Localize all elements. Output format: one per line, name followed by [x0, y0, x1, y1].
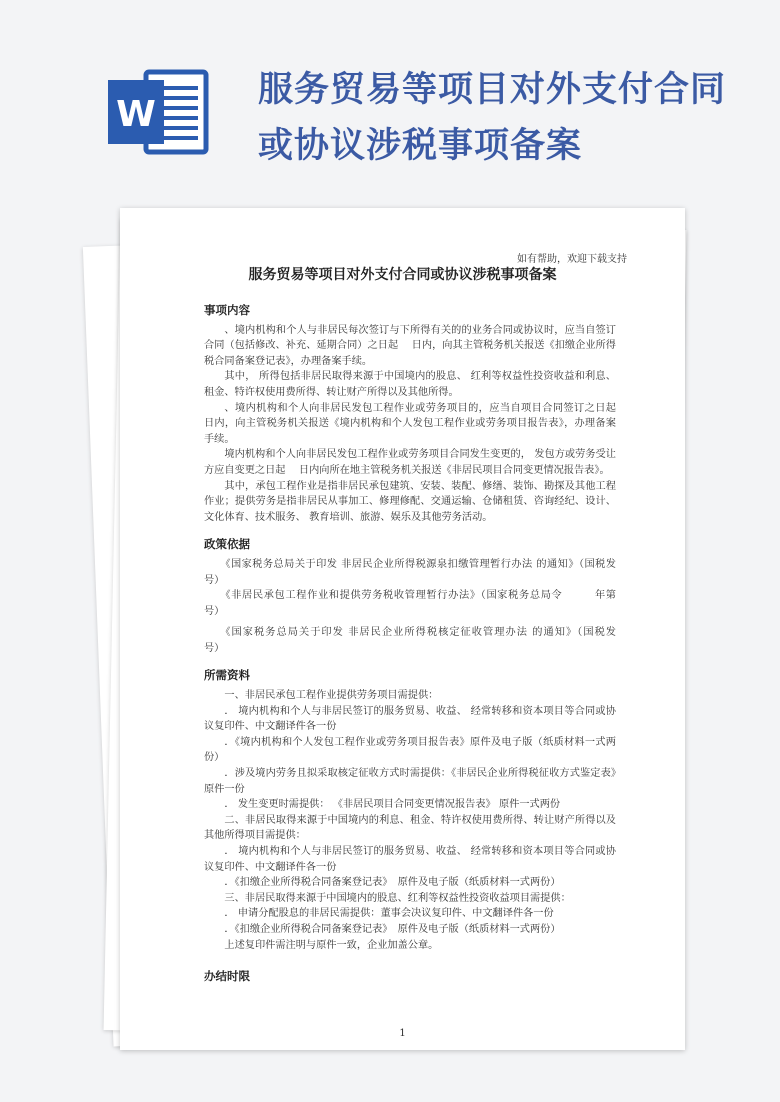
paragraph: 三、非居民取得来源于中国境内的股息、红利等权益性投资收益项目需提供：	[224, 892, 571, 904]
paragraph: ．《扣缴企业所得税合同备案登记表》 原件及电子版（纸质材料一式两份）	[224, 877, 561, 889]
document-title: 服务贸易等项目对外支付合同或协议涉税事项备案	[248, 267, 557, 283]
word-document-icon	[106, 66, 210, 158]
section-heading: 事项内容	[204, 303, 250, 317]
paragraph: ． 境内机构和个人与非居民签订的服务贸易、收益、 经常转移和资本项目等合同或协议复印件、中文翻译件各一份	[204, 705, 616, 733]
paragraph: 一、非居民承包工程作业提供劳务项目需提供：	[224, 690, 439, 702]
paragraph: 《国家税务总局关于印发 非居民企业所得税源泉扣缴管理暂行办法 的通知》（国税发 号）	[204, 558, 647, 586]
paragraph: ．《扣缴企业所得税合同备案登记表》 原件及电子版（纸质材料一式两份）	[224, 923, 561, 935]
section-heading: 所需资料	[204, 668, 250, 683]
page-number: 1	[399, 1028, 406, 1039]
paragraph: 其中， 所得包括非居民取得来源于中国境内的股息、 红利等权益性投资收益和利息、租金、特许权使用费所得、转让财产所得以及其他所得。	[204, 371, 616, 398]
paragraph: 、境内机构和个人与非居民每次签订与下所得有关的的业务合同或协议时，应当自签订合同（包括修改、补充、延期合同）之日起 日内，向其主管税务机关报送《扣缴企业所得税合同备案登记表》，办理备案手续。	[204, 324, 616, 367]
paragraph: ． 发生变更时需提供： 《非居民项目合同变更情况报告表》 原件一式两份	[224, 799, 561, 811]
paragraph: 上述复印件需注明与原件一致，企业加盖公章。	[224, 939, 439, 951]
section-heading: 政策依据	[204, 537, 250, 552]
paragraph: 二、非居民取得来源于中国境内的利息、租金、特许权使用费所得、转让财产所得以及其他所得项目需提供：	[204, 814, 616, 842]
document-page	[120, 208, 685, 1050]
preview-header	[0, 0, 780, 200]
paragraph: 境内机构和个人向非居民发包工程作业或劳务项目合同发生变更的， 发包方或劳务受让方应自变更之日起 日内向所在地主管税务机关报送《非居民项目合同变更情况报告表》。	[204, 449, 616, 476]
section-heading: 办结时限	[204, 969, 250, 984]
paragraph: 《国家税务总局关于印发 非居民企业所得税核定征收管理办法 的通知》（国税发 号）	[204, 627, 647, 654]
help-note: 如有帮助，欢迎下载支持	[517, 254, 627, 265]
paragraph: ． 境内机构和个人与非居民签订的服务贸易、收益、 经常转移和资本项目等合同或协议复印件、中文翻译件各一份	[204, 846, 616, 873]
paragraph: 其中，承包工程作业是指非居民承包建筑、安装、装配、修缮、装饰、勘探及其他工程作业；提供劳务是指非居民从事加工、修理修配、交通运输、仓储租赁、咨询经纪、设计、文化体育、技术服务、 教育培训、旅游、娱乐及其他劳务活动。	[204, 480, 616, 523]
paragraph: 《非居民承包工程作业和提供劳务税收管理暂行办法》（国家税务总局令 年第 号）	[204, 590, 627, 617]
page-title: 服务贸易等项目对外支付合同或协议涉税事项备案	[258, 70, 727, 166]
document-body	[204, 303, 647, 989]
paragraph: ．涉及境内劳务且拟采取核定征收方式时需提供：《非居民企业所得税征收方式鉴定表》原件一份	[204, 768, 616, 795]
paragraph: 、境内机构和个人向非居民发包工程作业或劳务项目的，应当自项目合同签订之日起 日内，向主管税务机关报送《境内机构和个人发包工程作业或劳务项目报告表》，办理备案手续。	[204, 402, 627, 445]
paragraph: ． 申请分配股息的非居民需提供：董事会决议复印件、中文翻译件各一份	[224, 908, 554, 920]
svg-text:W: W	[116, 94, 156, 135]
paragraph: ．《境内机构和个人发包工程作业或劳务项目报告表》原件及电子版（纸质材料一式两份）	[204, 736, 616, 764]
